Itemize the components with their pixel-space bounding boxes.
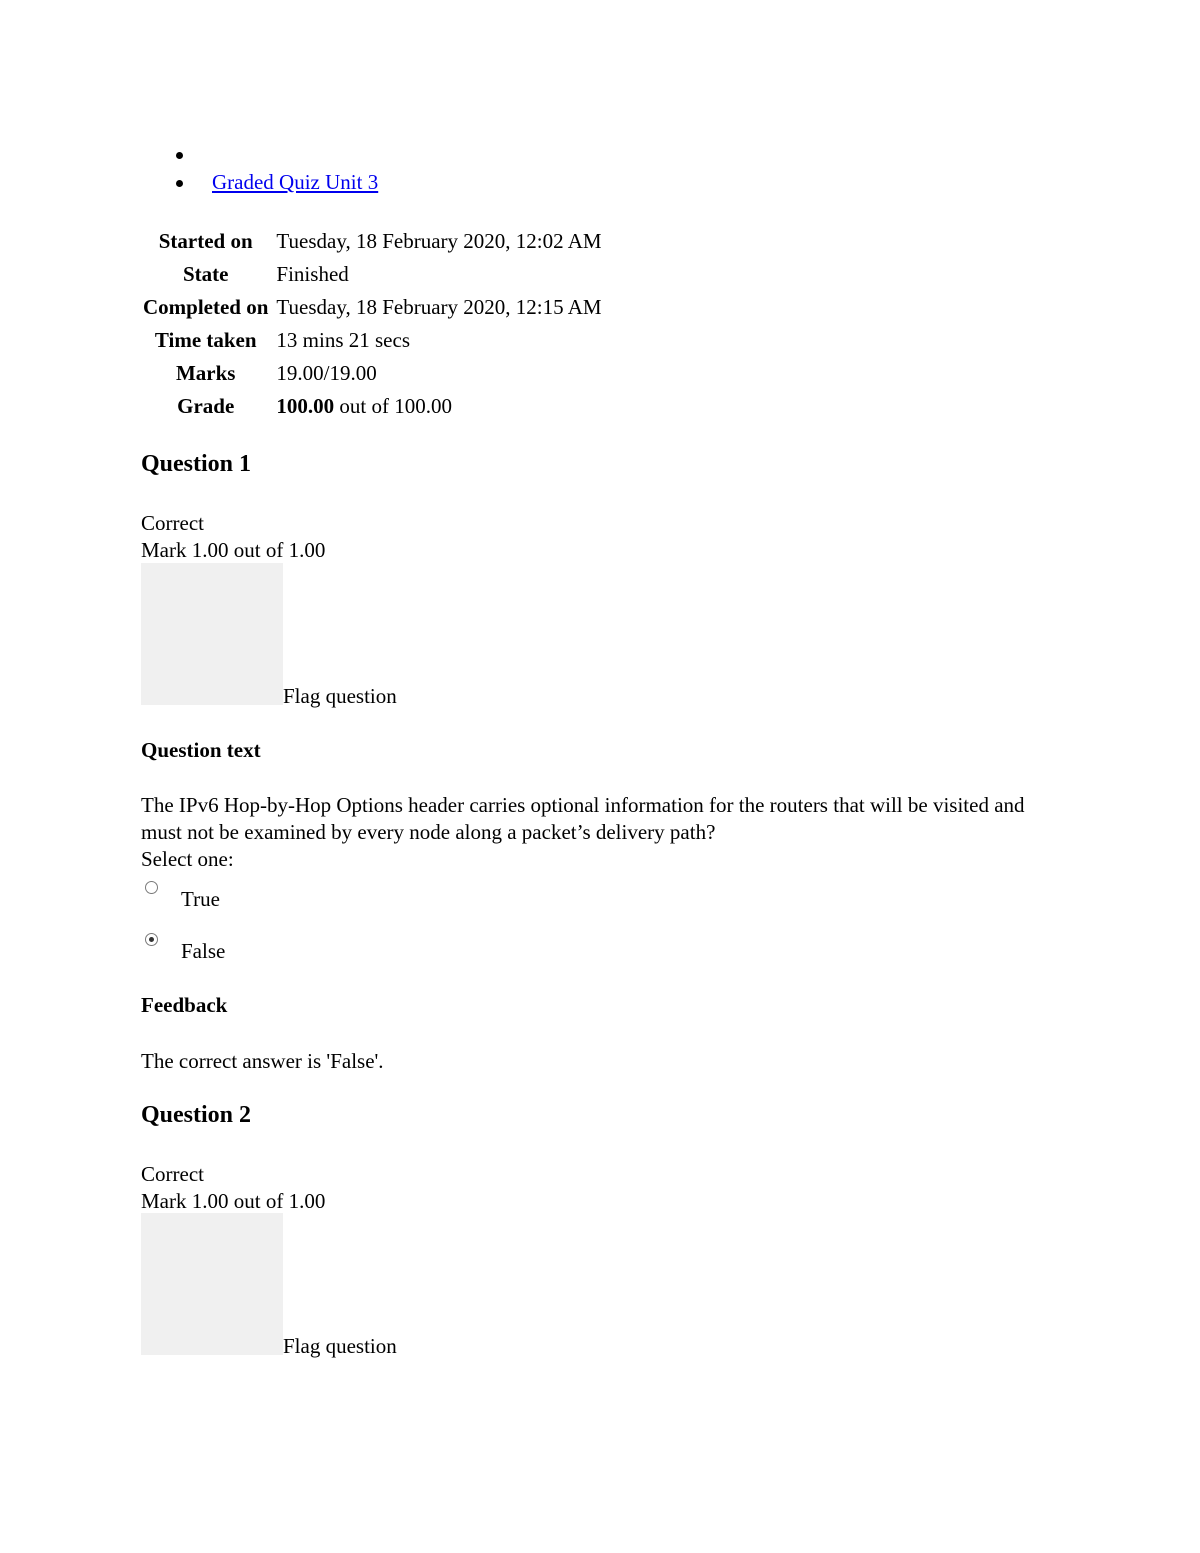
select-one-prompt: Select one:: [141, 847, 234, 871]
question-status: Correct: [141, 511, 204, 535]
flag-question-label[interactable]: Flag question: [283, 684, 397, 708]
option-label-true[interactable]: True: [181, 887, 220, 911]
option-label-false[interactable]: False: [181, 939, 226, 963]
question-status: Correct: [141, 1162, 204, 1186]
summary-row-time-taken: [141, 324, 602, 357]
summary-value: [274, 390, 601, 423]
summary-label: State: [182, 262, 229, 286]
flag-icon[interactable]: [141, 563, 283, 705]
bullet-icon: [176, 152, 183, 159]
summary-label: Completed on: [143, 295, 269, 319]
question-text-heading: Question text: [141, 738, 261, 762]
feedback-heading: Feedback: [141, 993, 228, 1017]
summary-label: Started on: [158, 229, 253, 253]
summary-value: 19.00/19.00: [276, 361, 377, 385]
radio-false[interactable]: [145, 933, 158, 946]
summary-row-grade: [141, 390, 602, 423]
grade-total: out of 100.00: [334, 394, 452, 418]
summary-label: Time taken: [154, 328, 257, 352]
summary-label: Marks: [175, 361, 236, 385]
breadcrumb-item-home: [170, 140, 378, 168]
flag-question-label[interactable]: Flag question: [283, 1334, 397, 1358]
grade-value: 100.00: [276, 394, 335, 418]
summary-row-completed: [141, 291, 602, 324]
bullet-icon: [176, 180, 183, 187]
question-title: Question 1: [141, 451, 252, 477]
attempt-summary-table: [141, 225, 602, 423]
feedback-text: The correct answer is 'False'.: [141, 1049, 384, 1073]
question-title: Question 2: [141, 1102, 252, 1128]
summary-row-state: [141, 258, 602, 291]
breadcrumb: [170, 140, 378, 196]
summary-row-marks: [141, 357, 602, 390]
flag-icon[interactable]: [141, 1213, 283, 1355]
question-mark: Mark 1.00 out of 1.00: [141, 1189, 326, 1213]
quiz-link[interactable]: Graded Quiz Unit 3: [212, 170, 379, 194]
summary-value: Tuesday, 18 February 2020, 12:02 AM: [276, 229, 602, 253]
summary-value: 13 mins 21 secs: [276, 328, 410, 352]
question-text: The IPv6 Hop-by-Hop Options header carries optional information for the routers that will be visited and must not be examined by every node along a packet’s delivery path?: [141, 793, 1025, 844]
question-mark: Mark 1.00 out of 1.00: [141, 538, 326, 562]
summary-value: Finished: [276, 262, 349, 286]
summary-value: Tuesday, 18 February 2020, 12:15 AM: [276, 295, 602, 319]
breadcrumb-item-quiz: [170, 168, 378, 196]
radio-true[interactable]: [145, 881, 158, 894]
summary-row-started: [141, 225, 602, 258]
summary-label: Grade: [177, 394, 235, 418]
